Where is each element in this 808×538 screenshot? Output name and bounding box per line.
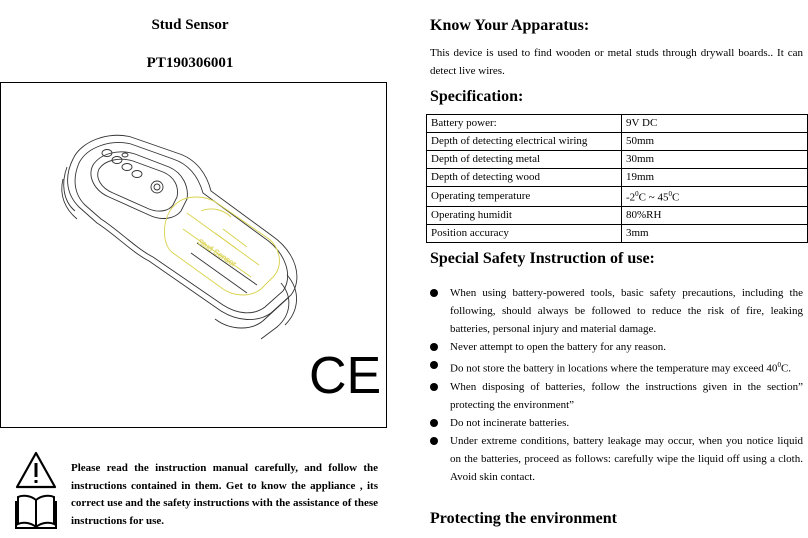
table-row	[427, 169, 808, 187]
know-apparatus-text: This device is used to find wooden or metal studs through drywall boards.. It can detect live wires.	[430, 47, 803, 77]
model-number: PT190306001	[146, 55, 234, 71]
table-row	[427, 224, 808, 242]
spec-value: $-2^0C$ ~ $45^0C$	[622, 187, 808, 207]
bullet-icon	[430, 419, 438, 427]
spec-value: 19mm	[622, 169, 808, 187]
spec-label: Operating humidit	[427, 206, 622, 224]
product-image-frame	[0, 82, 387, 428]
specification-table	[426, 114, 808, 243]
list-item: Do not incinerate batteries.	[430, 414, 803, 432]
spec-value: 9V DC	[622, 115, 808, 133]
safety-list	[430, 284, 803, 486]
page-title: Stud Sensor	[151, 17, 229, 33]
spec-label: Position accuracy	[427, 224, 622, 242]
table-row	[427, 151, 808, 169]
ce-mark: CE	[309, 347, 382, 405]
heading-know-apparatus: Know Your Apparatus:	[430, 17, 590, 34]
list-item: Never attempt to open the battery for any reason.	[430, 338, 803, 356]
list-item: When using battery-powered tools, basic safety precautions, including the following, should always be followed to reduce the risk of fire, leaking batteries, personal injury and material damage.	[430, 284, 803, 338]
spec-label: Depth of detecting wood	[427, 169, 622, 187]
list-item: Under extreme conditions, battery leakage may occur, when you notice liquid on the batteries, proceed as follows: carefully wipe the liquid off using a cloth. Avoid skin contact.	[430, 432, 803, 486]
svg-text:Stud Sensor: Stud Sensor	[195, 237, 238, 269]
heading-specification: Specification:	[430, 88, 524, 105]
spec-value: 30mm	[622, 151, 808, 169]
bullet-icon	[430, 383, 438, 391]
spec-label: Depth of detecting metal	[427, 151, 622, 169]
list-item: Do not store the battery in locations where the temperature may exceed $40^0C$.	[430, 356, 803, 378]
spec-label: Operating temperature	[427, 187, 622, 207]
heading-safety-instruction: Special Safety Instruction of use:	[430, 250, 655, 267]
bullet-icon	[430, 343, 438, 351]
bullet-icon	[430, 437, 438, 445]
spec-value: 50mm	[622, 133, 808, 151]
list-item: When disposing of batteries, follow the instructions given in the section” protecting the environment”	[430, 378, 803, 414]
bullet-icon	[430, 361, 438, 369]
spec-value: 3mm	[622, 224, 808, 242]
spec-label: Depth of detecting electrical wiring	[427, 133, 622, 151]
table-row	[427, 206, 808, 224]
table-row	[427, 187, 808, 207]
spec-label: Battery power:	[427, 115, 622, 133]
warning-triangle-icon	[14, 450, 58, 490]
bullet-icon	[430, 289, 438, 297]
stud-sensor-illustration	[1, 83, 386, 427]
manual-book-icon	[14, 492, 58, 530]
table-row	[427, 115, 808, 133]
notice-text: Please read the instruction manual carefully, and follow the instructions contained in them. Get to know the appliance , its correct use and the safety instructions with the assistance of these instructions for use.	[71, 462, 378, 527]
table-row	[427, 133, 808, 151]
spec-value: 80%RH	[622, 206, 808, 224]
heading-protecting-environment: Protecting the environment	[430, 510, 617, 527]
